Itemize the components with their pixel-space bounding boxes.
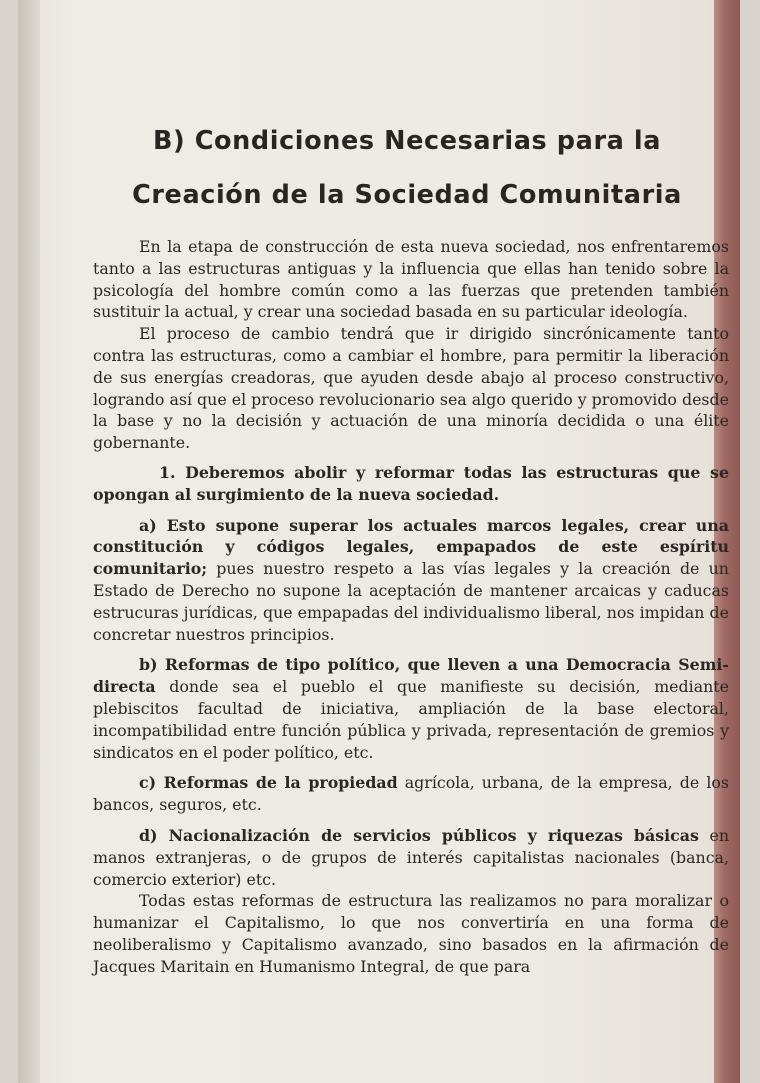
paragraph-item-a: [93, 515, 729, 646]
body-text: [93, 236, 729, 978]
item-d-text: en manos extranjeras, o de grupos de interés capitalistas nacionales (banca, comercio exterior) etc.: [93, 825, 729, 889]
item-c-title: c) Reformas de la propiedad: [139, 773, 398, 793]
item-c-text: agrícola, urbana, de la empresa, de los bancos, seguros, etc.: [93, 773, 729, 815]
paragraph-item-b: [93, 654, 729, 763]
item-a-text: pues nuestro respeto a las vías legales y la creación de un Estado de Derecho no supone la aceptación de mantener arcaicas y caducas estrucuras jurídicas, que empapadas del individualismo liberal, nos impidan de concretar nuestros principios.: [93, 559, 729, 644]
paragraph-intro: En la etapa de construcción de esta nueva sociedad, nos enfrentaremos tanto a las estructuras antiguas y la influencia que ellas han tenido sobre la psicología del hombre común como a las fuerzas que pretenden también sustituir la actual, y crear una sociedad basada en su particular ideología.: [93, 237, 729, 322]
paragraph-process: El proceso de cambio tendrá que ir dirigido sincrónicamente tanto contra las estructuras, como a cambiar el hombre, para permitir la liberación de sus energías creadoras, que ayuden desde abajo al proceso constructivo, logrando así que el proceso revolucionario sea algo querido y promovido desde la base y no la decisión y actuación de una minoría decidida o una élite gobernante.: [93, 324, 729, 453]
paragraph-item-c: [93, 772, 729, 816]
section-heading-line1: B) Condiciones Necesarias para la: [152, 126, 662, 156]
paragraph-closing: Todas estas reformas de estructura las realizamos no para moralizar o humanizar el Capitalismo, lo que nos convertiría en una forma de neoliberalismo y Capitalismo avanzado, sino basados en la afirmación de Jacques Maritain en Humanismo Integral, de que para: [93, 891, 729, 976]
item-a-title: a) Esto supone superar los actuales marcos legales, crear una constitución y códigos legales, empapados de este espíritu comunitario;: [93, 515, 729, 579]
item-b-title: b) Reformas de tipo político, que lleven a una Democracia Semi-directa: [93, 655, 729, 697]
paragraph-item-d: [93, 825, 729, 890]
section-heading-line2: Creación de la Sociedad Comunitaria: [132, 180, 682, 210]
page-left-edge: [18, 0, 40, 1083]
item-d-title: d) Nacionalización de servicios públicos y riquezas básicas: [139, 825, 699, 845]
item-b-text: donde sea el pueblo el que manifieste su decisión, mediante plebiscitos facultad de iniciativa, ampliación de la base electoral, incompatibilidad entre función pública y privada, representación de gremios y sindicatos en el poder político, etc.: [93, 677, 729, 762]
paragraph-point-1: 1. Deberemos abolir y reformar todas las estructuras que se opongan al surgimiento de la nueva sociedad.: [93, 462, 729, 504]
